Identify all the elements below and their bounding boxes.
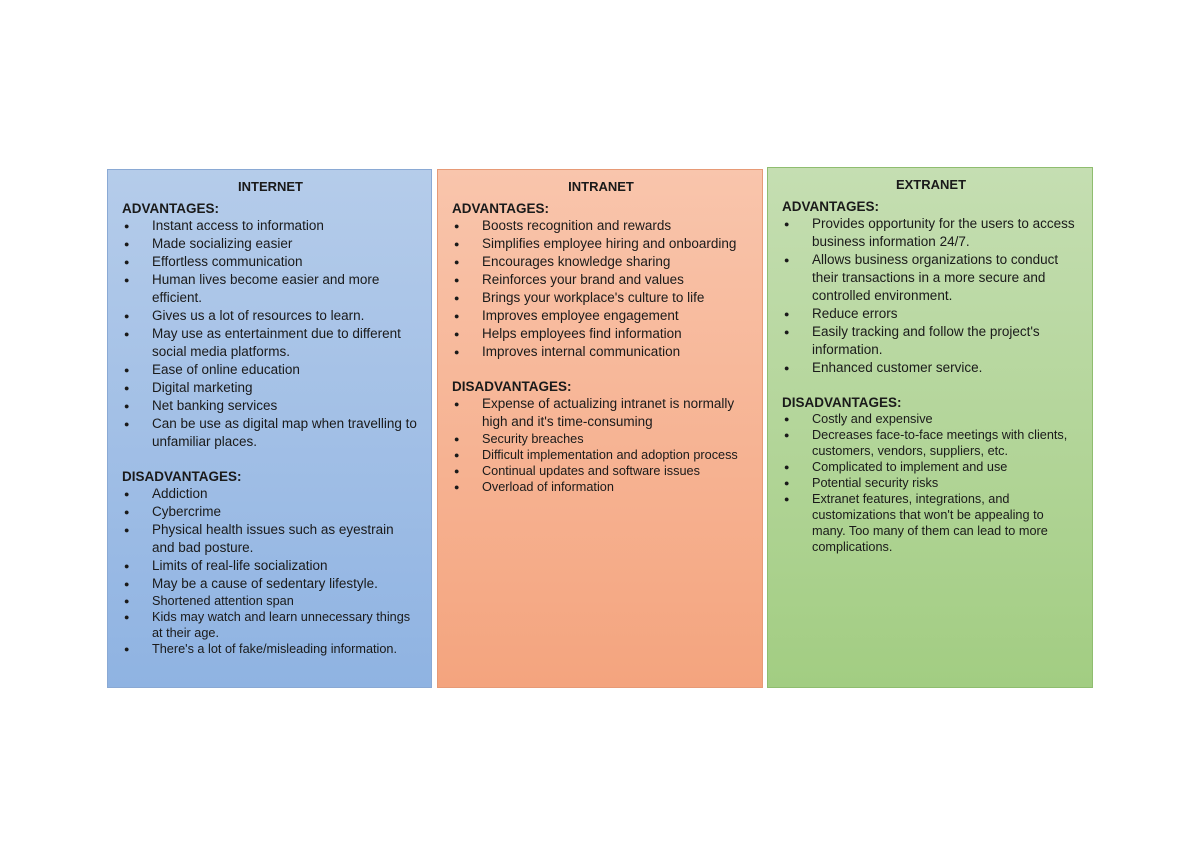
list-item: ● Security breaches: [452, 431, 750, 447]
internet-disadvantages-list: [122, 485, 419, 593]
list-item: ● Effortless communication: [122, 253, 419, 271]
list-item: ● Helps employees find information: [452, 325, 750, 343]
extranet-title: EXTRANET: [895, 177, 967, 192]
list-item: ● Kids may watch and learn unnecessary things at their age.: [122, 609, 419, 641]
list-item: ● Improves employee engagement: [452, 307, 750, 325]
list-item: ● Made socializing easier: [122, 235, 419, 253]
extranet-disadvantages-heading: DISADVANTAGES:: [782, 395, 902, 410]
list-item: ● Difficult implementation and adoption process: [452, 447, 750, 463]
list-item: ● Improves internal communication: [452, 343, 750, 361]
list-item: ● Decreases face-to-face meetings with clients, customers, vendors, suppliers, etc.: [782, 427, 1080, 459]
list-item: ● Boosts recognition and rewards: [452, 217, 750, 235]
list-item: ● Overload of information: [452, 479, 750, 495]
list-item: ● May use as entertainment due to different social media platforms.: [122, 325, 419, 361]
list-item: ● Limits of real-life socialization: [122, 557, 419, 575]
list-item: ● Expense of actualizing intranet is normally high and it's time-consuming: [452, 395, 750, 431]
intranet-advantages-heading: ADVANTAGES:: [452, 201, 549, 216]
internet-advantages-list: [122, 217, 419, 451]
list-item: ● Net banking services: [122, 397, 419, 415]
list-item: ● Reinforces your brand and values: [452, 271, 750, 289]
list-item: ● Simplifies employee hiring and onboarding: [452, 235, 750, 253]
list-item: ● May be a cause of sedentary lifestyle.: [122, 575, 419, 593]
intranet-disadvantages-list-cont: [452, 431, 750, 495]
list-item: ● Potential security risks: [782, 475, 1080, 491]
internet-disadvantages-list-cont: [122, 593, 419, 657]
list-item: ● Shortened attention span: [122, 593, 419, 609]
list-item: ● There's a lot of fake/misleading information.: [122, 641, 419, 657]
list-item: ● Provides opportunity for the users to access business information 24/7.: [782, 215, 1080, 251]
internet-title: INTERNET: [238, 179, 303, 194]
internet-panel: [107, 169, 432, 688]
intranet-advantages-list: [452, 217, 750, 361]
list-item: ● Human lives become easier and more efficient.: [122, 271, 419, 307]
list-item: ● Digital marketing: [122, 379, 419, 397]
extranet-advantages-heading: ADVANTAGES:: [782, 199, 879, 214]
list-item: ● Complicated to implement and use: [782, 459, 1080, 475]
list-item: ● Easily tracking and follow the project's information.: [782, 323, 1080, 359]
list-item: ● Physical health issues such as eyestrain and bad posture.: [122, 521, 419, 557]
intranet-disadvantages-list: [452, 395, 750, 431]
internet-disadvantages-heading: DISADVANTAGES:: [122, 469, 242, 484]
list-item: ● Gives us a lot of resources to learn.: [122, 307, 419, 325]
list-item: ● Continual updates and software issues: [452, 463, 750, 479]
list-item: ● Extranet features, integrations, and customizations that won't be appealing to many. Too many of them can lead to more complications.: [782, 491, 1080, 555]
list-item: ● Addiction: [122, 485, 419, 503]
list-item: ● Brings your workplace's culture to life: [452, 289, 750, 307]
list-item: ● Encourages knowledge sharing: [452, 253, 750, 271]
extranet-disadvantages-list: [782, 411, 1080, 555]
list-item: ● Allows business organizations to conduct their transactions in a more secure and controlled environment.: [782, 251, 1080, 305]
list-item: ● Costly and expensive: [782, 411, 1080, 427]
list-item: ● Enhanced customer service.: [782, 359, 1080, 377]
list-item: ● Can be use as digital map when travelling to unfamiliar places.: [122, 415, 419, 451]
intranet-panel: [437, 169, 763, 688]
list-item: ● Instant access to information: [122, 217, 419, 235]
internet-advantages-heading: ADVANTAGES:: [122, 201, 219, 216]
list-item: ● Ease of online education: [122, 361, 419, 379]
intranet-title: INTRANET: [568, 179, 634, 194]
extranet-advantages-list: [782, 215, 1080, 377]
list-item: ● Cybercrime: [122, 503, 419, 521]
list-item: ● Reduce errors: [782, 305, 1080, 323]
extranet-panel: [767, 167, 1093, 688]
intranet-disadvantages-heading: DISADVANTAGES:: [452, 379, 572, 394]
